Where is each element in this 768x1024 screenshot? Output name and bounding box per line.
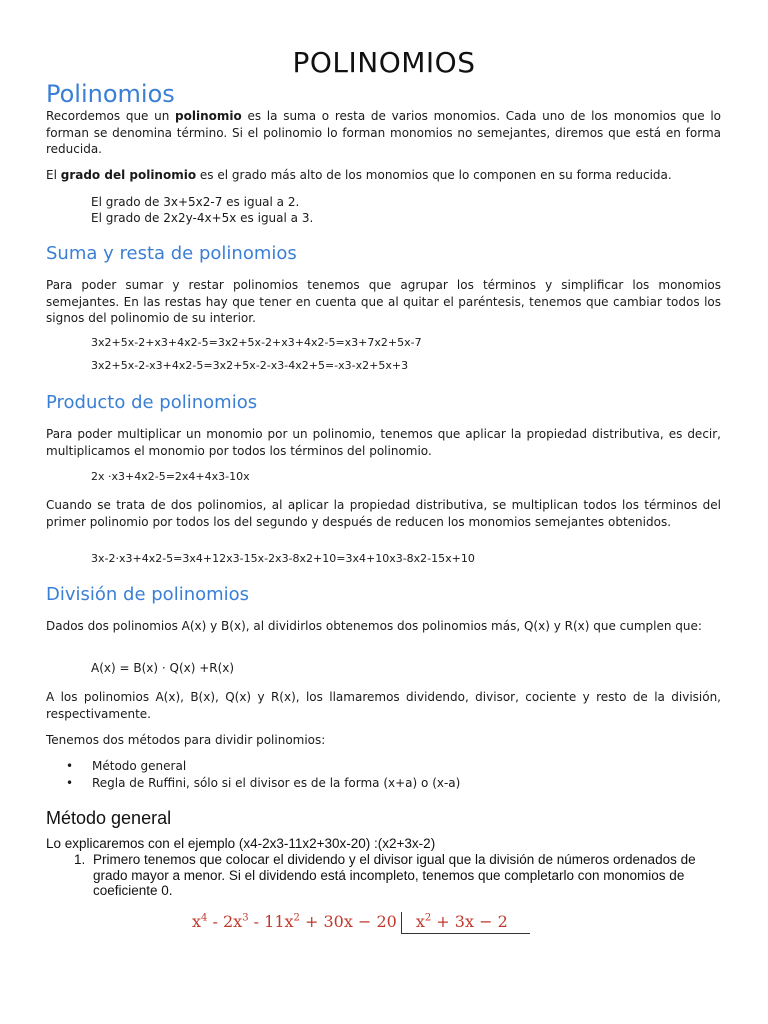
- dividend: $x^4 - 2x^3 - 11x^2 + 30x - 20$: [192, 912, 397, 931]
- example-line: El grado de 3x+5x2-7 es igual a 2.: [91, 195, 300, 209]
- paragraph-division: Dados dos polinomios A(x) y B(x), al dividirlos obtenemos dos polinomios más, Q(x) y R(x) que cumplen que:: [46, 619, 702, 633]
- step-text: Primero tenemos que colocar el dividendo y el divisor igual que la división de números ordenados de grado mayor a menor. Si el dividendo está incompleto, tenemos que completarlo con monomios de coeficiente 0.: [93, 852, 696, 898]
- paragraph-grado: [46, 167, 721, 184]
- paragraph-producto-dos: Cuando se trata de dos polinomios, al aplicar la propiedad distributiva, se multiplican todos los términos del primer polinomio por todos los del segundo y después de reducen los monomios semejantes obtenidos.: [46, 498, 721, 529]
- paragraph-producto: Para poder multiplicar un monomio por un polinomio, tenemos que aplicar la propiedad distributiva, es decir, multiplicamos el monomio por todos los términos del polinomio.: [46, 427, 721, 458]
- text-fragment: El: [46, 168, 61, 182]
- section-heading-division: División de polinomios: [46, 584, 250, 605]
- math-line: 3x-2·x3+4x2-5=3x4+12x3-15x-2x3-8x2+10=3x4+10x3-8x2-15x+10: [91, 552, 475, 565]
- paragraph-suma: Para poder sumar y restar polinomios tenemos que agrupar los términos y simplificar los monomios semejantes. En las restas hay que tener en cuenta que al quitar el paréntesis, tenemos que cambiar todos los signos del polinomio de su interior.: [46, 278, 721, 325]
- paragraph-definition: [46, 108, 721, 158]
- bold-term: polinomio: [175, 109, 242, 123]
- text-fragment: es la suma o resta de varios monomios. Cada uno de los monomios que lo forman se denomina término. Si el polinomio lo forman monomios no semejantes, diremos que está en forma reducida.: [46, 109, 721, 156]
- equation: A(x) = B(x) · Q(x) +R(x): [91, 661, 235, 675]
- paragraph-metodos: Tenemos dos métodos para dividir polinomios:: [46, 733, 326, 747]
- bold-term: grado del polinomio: [60, 168, 197, 182]
- text-fragment: Recordemos que un: [46, 109, 176, 123]
- section-heading-polinomios: Polinomios: [46, 80, 175, 108]
- divisor: $x^2 + 3x - 2$: [401, 912, 530, 934]
- math-line: 2x ·x3+4x2-5=2x4+4x3-10x: [91, 470, 250, 483]
- math-line: 3x2+5x-2-x3+4x2-5=3x2+5x-2-x3-4x2+5=-x3-x2+5x+3: [91, 359, 409, 372]
- document-title: POLINOMIOS: [292, 46, 476, 79]
- step-number: 1.: [74, 852, 86, 867]
- list-item: • Regla de Ruffini, sólo si el divisor es de la forma (x+a) o (x-a): [66, 775, 460, 792]
- intro-example: Lo explicaremos con el ejemplo (x4-2x3-11x2+30x-20) :(x2+3x-2): [46, 836, 436, 851]
- section-heading-suma: Suma y resta de polinomios: [46, 243, 297, 264]
- list-item: • Método general: [66, 758, 460, 775]
- methods-list: [66, 758, 460, 792]
- text-fragment: es el grado más alto de los monomios que lo componen en su forma reducida.: [196, 168, 672, 182]
- section-heading-metodo-general: Método general: [46, 808, 172, 828]
- division-layout: [192, 912, 530, 934]
- math-line: 3x2+5x-2+x3+4x2-5=3x2+5x-2+x3+4x2-5=x3+7x2+5x-7: [91, 336, 422, 349]
- example-line: El grado de 2x2y-4x+5x es igual a 3.: [91, 211, 314, 225]
- section-heading-producto: Producto de polinomios: [46, 392, 258, 413]
- paragraph-terminos: A los polinomios A(x), B(x), Q(x) y R(x), los llamaremos dividendo, divisor, cociente y resto de la división, respectivamente.: [46, 690, 721, 721]
